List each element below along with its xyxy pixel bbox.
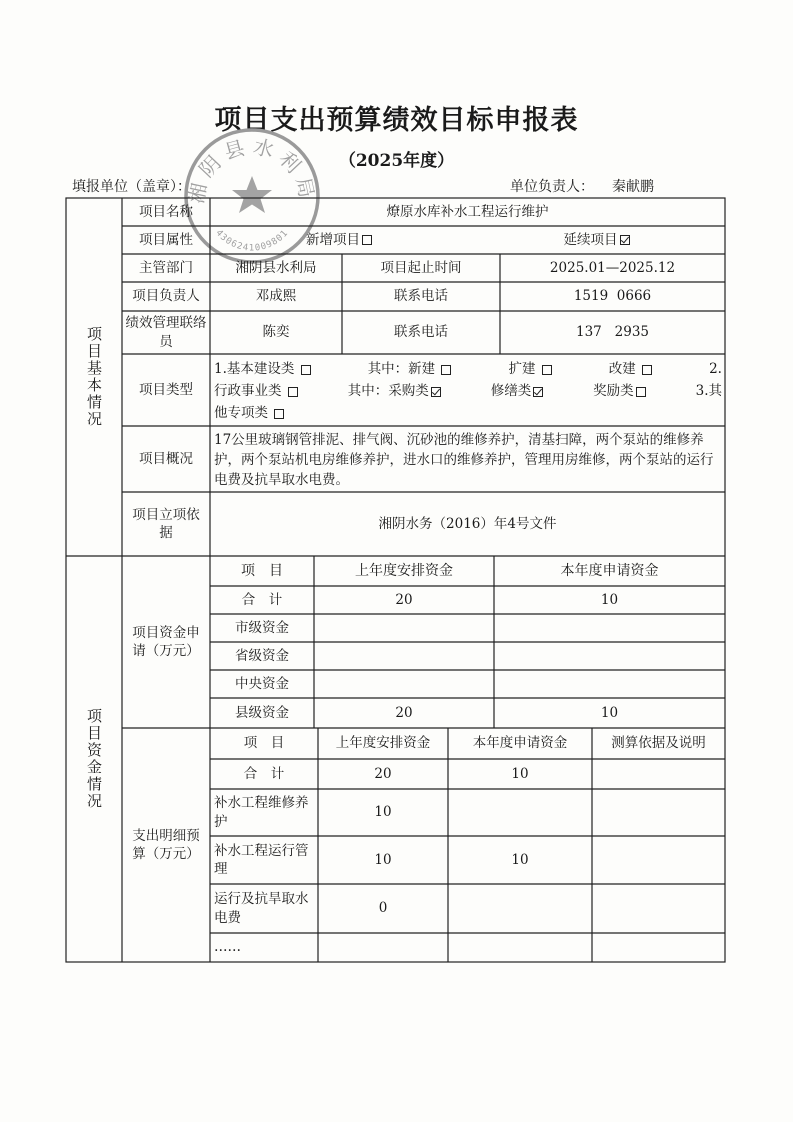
- fund-row-item: 市级资金: [235, 619, 289, 636]
- contact-value: 陈奕: [262, 324, 290, 341]
- expense-row-item: ……: [214, 939, 241, 956]
- fund-row-item: 省级资金: [235, 647, 289, 664]
- expense-col-this-year: 本年度申请资金: [472, 735, 568, 752]
- leader-phone-value: 1519 0666: [573, 288, 652, 305]
- expense-row-item: 补水工程维修养护: [214, 795, 309, 830]
- attribute-continue-option[interactable]: [468, 226, 725, 254]
- section-funds-label: 项目资金情况: [85, 708, 103, 810]
- expense-row-basis: [592, 933, 725, 962]
- expense-row-item: 合 计: [243, 765, 285, 782]
- expense-row-last: [318, 933, 448, 962]
- type-purchase: 其中：采购类: [348, 380, 441, 402]
- expense-row-this: [448, 933, 592, 962]
- type-new: 其中：新建: [368, 358, 452, 380]
- fund-row-this: [494, 614, 725, 642]
- expense-row-basis: [592, 789, 725, 836]
- expense-col-basis: 测算依据及说明: [611, 735, 706, 752]
- contact-phone-value: 137 2935: [576, 324, 649, 341]
- leader-phone-label: 联系电话: [394, 288, 448, 305]
- project-type-label: 项目类型: [139, 381, 193, 398]
- contact-label: 绩效管理联络员: [125, 315, 207, 350]
- expense-row-last: 10: [374, 804, 392, 821]
- expense-row-last: 0: [378, 900, 388, 917]
- expense-row-item: 补水工程运行管理: [214, 842, 309, 877]
- fund-row-this: [494, 670, 725, 698]
- filler-unit-label: 填报单位（盖章）：: [72, 179, 191, 195]
- overview-value: 17公里玻璃钢管排泥、排气阀、沉砂池的维修养护，清基扫障，两个泵站的维修养护，两个泵站机电房维修养护，进水口的维修养护，管理用房维修，两个泵站的运行电费及抗旱取水电费。: [214, 432, 714, 488]
- overview-label: 项目概况: [139, 450, 193, 467]
- basis-value: 湘阴水务（2016）年4号文件: [378, 515, 557, 532]
- type-rebuild-checkbox[interactable]: [642, 365, 652, 375]
- type-infrastructure-checkbox[interactable]: [301, 365, 311, 375]
- page-subtitle-year: （2025年度）: [338, 151, 455, 171]
- contact-phone-label: 联系电话: [394, 324, 448, 341]
- fund-row-last: [314, 642, 494, 670]
- svg-text:4306241009801: 4306241009801: [213, 228, 291, 254]
- page-title: 项目支出预算绩效目标申报表: [214, 105, 579, 136]
- fund-row-this: [494, 642, 725, 670]
- fund-row-item: 中央资金: [235, 675, 289, 692]
- type-other-checkbox[interactable]: [274, 409, 284, 419]
- fund-row-last: [314, 670, 494, 698]
- expense-row-last: 20: [374, 765, 392, 782]
- type-other: 他专项类: [214, 405, 284, 421]
- svg-text:湘阴县水利局: 湘阴县水利局: [183, 133, 321, 206]
- fund-row-last: 20: [395, 591, 413, 608]
- expense-row-item: 运行及抗旱取水电费: [214, 891, 309, 926]
- period-value: 2025.01—2025.12: [549, 259, 676, 276]
- expense-row-this: [448, 789, 592, 836]
- responsible-name: 秦献鹏: [612, 179, 654, 195]
- fund-row-this: 10: [600, 704, 619, 721]
- type-expand: 扩建: [508, 358, 551, 380]
- expense-row-this: 10: [511, 851, 529, 868]
- expense-row-basis: [592, 759, 725, 789]
- project-attribute-label: 项目属性: [139, 231, 193, 248]
- type-line2-tail: 3.其: [695, 383, 722, 399]
- expense-col-item: 项 目: [243, 735, 285, 752]
- fund-row-this: 10: [600, 591, 619, 608]
- type-repair: 修缮类: [491, 380, 544, 402]
- project-type-options: [214, 358, 722, 424]
- type-new-checkbox[interactable]: [441, 365, 451, 375]
- type-line1-tail: 2.: [709, 361, 722, 377]
- period-label: 项目起止时间: [380, 259, 462, 276]
- project-name-value: 燎原水库补水工程运行维护: [386, 203, 549, 220]
- fund-col-item: 项 目: [241, 562, 283, 579]
- dept-value: 湘阴县水利局: [235, 259, 317, 276]
- section-basic-info-label: 项目基本情况: [85, 326, 103, 428]
- project-name-label: 项目名称: [139, 203, 193, 220]
- fund-col-last-year: 上年度安排资金: [355, 562, 453, 579]
- fund-application-label: 项目资金申请（万元）: [132, 624, 200, 659]
- type-expand-checkbox[interactable]: [542, 365, 552, 375]
- expense-row-this: [448, 884, 592, 933]
- expense-row-basis: [592, 884, 725, 933]
- fund-row-item: 县级资金: [235, 704, 289, 721]
- type-reward-checkbox[interactable]: [636, 387, 646, 397]
- responsible-label: 单位负责人：: [510, 179, 594, 195]
- type-repair-checkbox[interactable]: [533, 387, 543, 397]
- attribute-new-option[interactable]: [210, 226, 468, 254]
- type-reward: 奖励类: [593, 380, 646, 402]
- expense-col-last-year: 上年度安排资金: [335, 735, 431, 752]
- attribute-continue-text: 延续项目: [563, 231, 618, 248]
- expense-row-basis: [592, 836, 725, 884]
- type-purchase-checkbox[interactable]: [431, 387, 441, 397]
- type-admin: 行政事业类: [214, 380, 298, 402]
- type-rebuild: 改建: [609, 358, 652, 380]
- expense-detail-label: 支出明细预算（万元）: [132, 827, 200, 862]
- leader-value: 邓成熙: [255, 288, 297, 305]
- attribute-continue-checkbox[interactable]: [620, 235, 630, 245]
- expense-row-this: 10: [511, 765, 529, 782]
- attribute-new-text: 新增项目: [306, 231, 360, 248]
- attribute-new-checkbox[interactable]: [362, 235, 372, 245]
- fund-col-this-year: 本年度申请资金: [560, 562, 659, 579]
- expense-row-last: 10: [374, 851, 392, 868]
- basis-label: 项目立项依据: [132, 506, 200, 541]
- leader-label: 项目负责人: [132, 288, 200, 305]
- fund-row-last: 20: [395, 704, 413, 721]
- dept-label: 主管部门: [139, 259, 193, 276]
- type-infrastructure: 1.基本建设类: [214, 358, 311, 380]
- type-admin-checkbox[interactable]: [288, 387, 298, 397]
- fund-row-item: 合 计: [241, 591, 283, 608]
- fund-row-last: [314, 614, 494, 642]
